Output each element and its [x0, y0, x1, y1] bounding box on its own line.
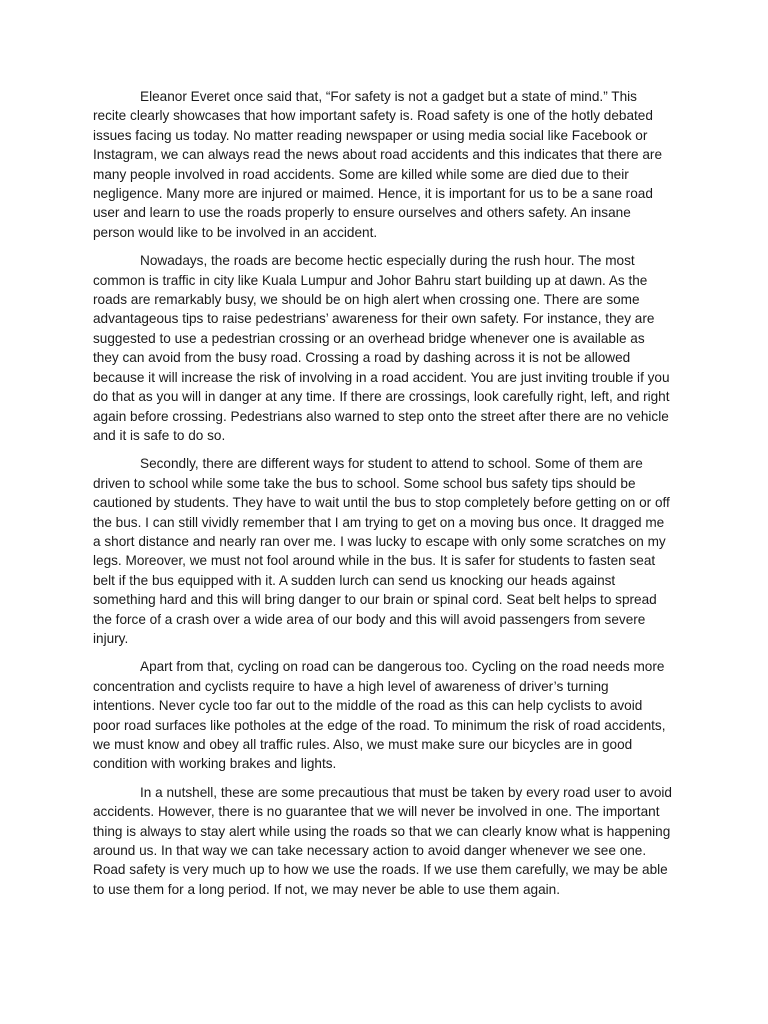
paragraph-cycling: Apart from that, cycling on road can be dangerous too. Cycling on the road needs more concentration and cyclists require to have a high level of awareness of driver’s turning intentions. Never cycle too far out to the middle of the road as this can help cyclists to avoid poor road surfaces like potholes at the edge of the road. To minimum the risk of road accidents, we must know and obey all traffic rules. Also, we must make sure our bicycles are in good condition with working brakes and lights. — [93, 659, 666, 772]
paragraph-pedestrians: Nowadays, the roads are become hectic especially during the rush hour. The most common is traffic in city like Kuala Lumpur and Johor Bahru start building up at dawn. As the roads are remarkably busy, we should be on high alert when crossing one. There are some advantageous tips to raise pedestrians’ awareness for their own safety. For instance, they are suggested to use a pedestrian crossing or an overhead bridge whenever one is available as they can avoid from the busy road. Crossing a road by dashing across it is not be allowed because it will increase the risk of involving in a road accident. You are just inviting trouble if you do that as you will in danger at any time. If there are crossings, look carefully right, left, and right again before crossing. Pedestrians also warned to step onto the street after there are no vehicle and it is safe to do so. — [93, 253, 670, 443]
paragraph-school-bus: Secondly, there are different ways for student to attend to school. Some of them are driven to school while some take the bus to school. Some school bus safety tips should be cautioned by students. They have to wait until the bus to stop completely before getting on or off the bus. I can still vividly remember that I am trying to get on a moving bus once. It dragged me a short distance and nearly ran over me. I was lucky to escape with only some scratches on my legs. Moreover, we must not fool around while in the bus. It is safer for students to fasten seat belt if the bus equipped with it. A sudden lurch can send us knocking our heads against something hard and this will bring danger to our brain or spinal cord. Seat belt helps to spread the force of a crash over a wide area of our body and this will avoid passengers from severe injury. — [93, 456, 670, 646]
essay-body — [93, 87, 673, 908]
paragraph-introduction: Eleanor Everet once said that, “For safety is not a gadget but a state of mind.” This recite clearly showcases that how important safety is. Road safety is one of the hotly debated issues facing us today. No matter reading newspaper or using media social like Facebook or Instagram, we can always read the news about road accidents and this indicates that there are many people involved in road accidents. Some are killed while some are died due to their negligence. Many more are injured or maimed. Hence, it is important for us to be a sane road user and learn to use the roads properly to ensure ourselves and others safety. An insane person would like to be involved in an accident. — [93, 89, 662, 240]
paragraph-conclusion: In a nutshell, these are some precautious that must be taken by every road user to avoid accidents. However, there is no guarantee that we will never be involved in one. The important thing is always to stay alert while using the roads so that we can clearly know what is happening around us. In that way we can take necessary action to avoid danger whenever we see one. Road safety is very much up to how we use the roads. If we use them carefully, we may be able to use them for a long period. If not, we may never be able to use them again. — [93, 784, 672, 897]
